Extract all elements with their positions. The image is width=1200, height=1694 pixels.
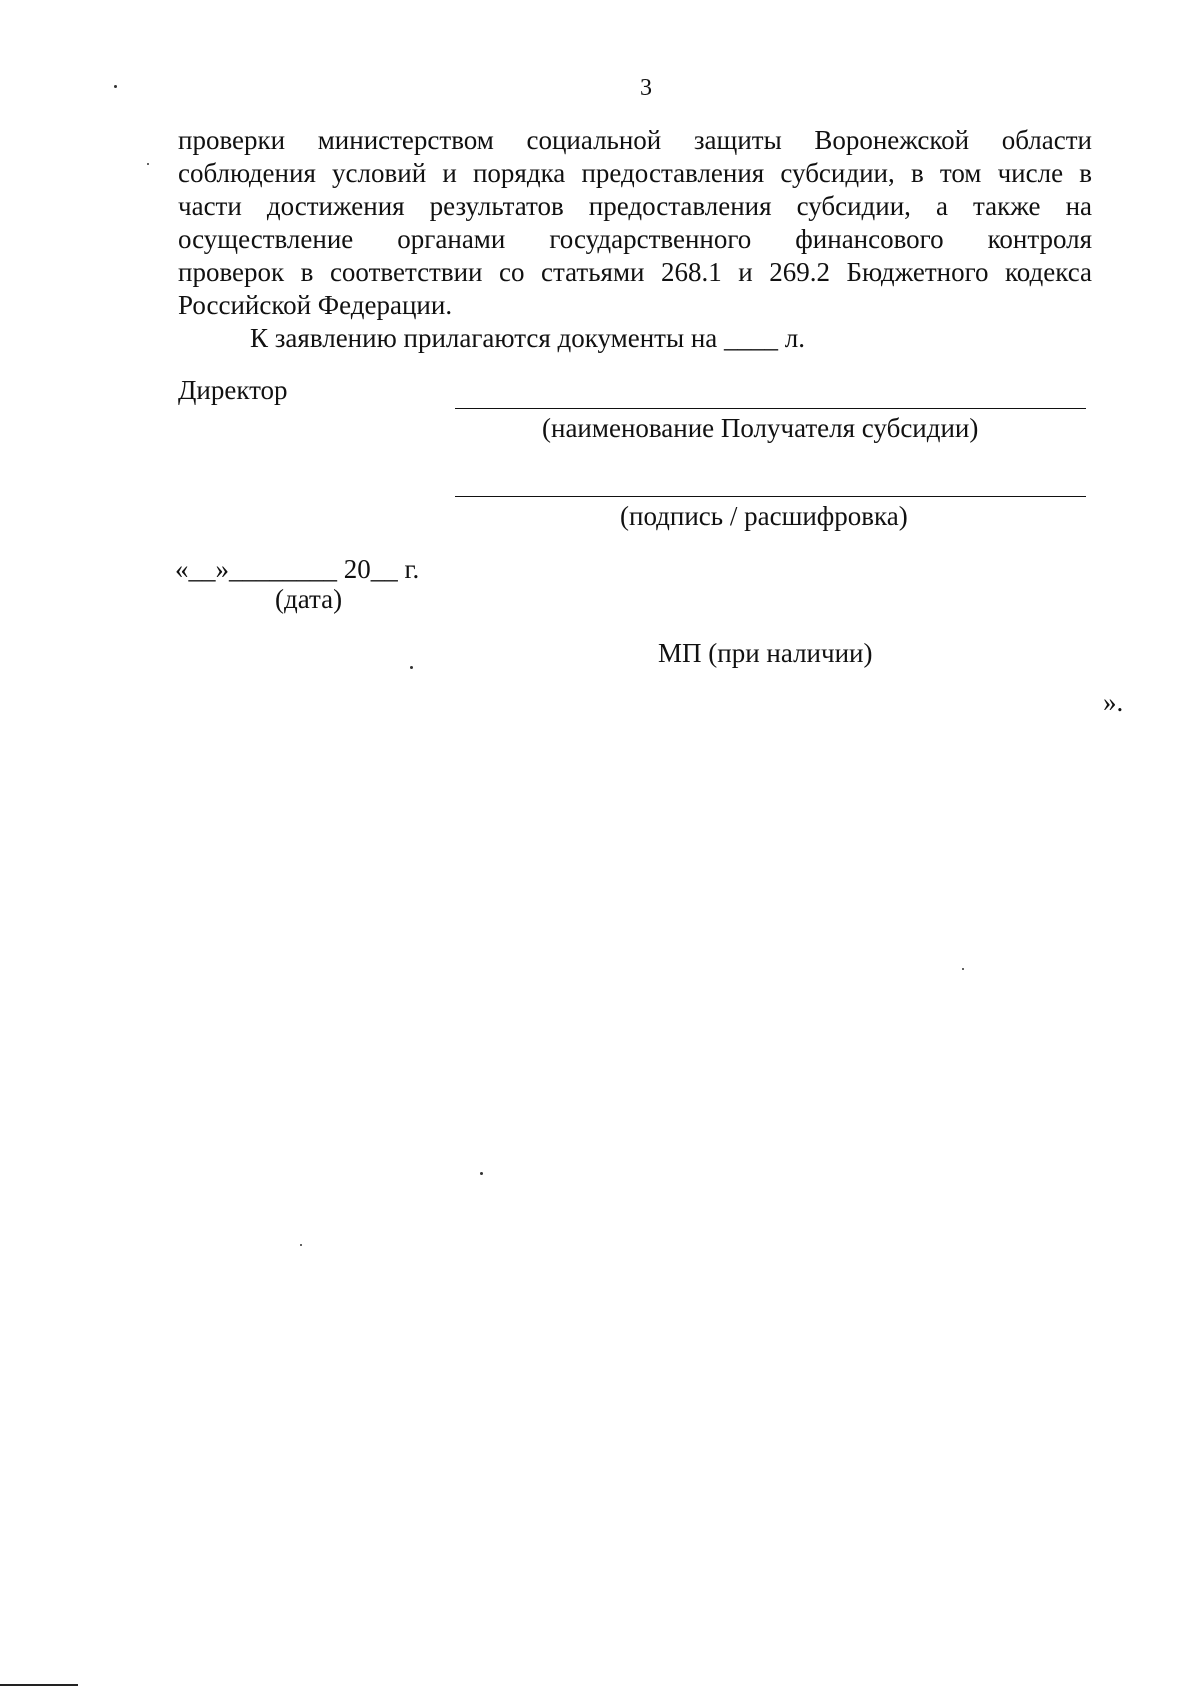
body-paragraph — [178, 124, 1092, 322]
paragraph-line: осуществление органами государственного финансового контроля — [178, 224, 1092, 254]
paragraph-line: Российской Федерации. — [178, 290, 453, 320]
scan-speck — [962, 968, 964, 970]
paragraph-line: проверок в соответствии со статьями 268.1 и 269.2 Бюджетного кодекса — [178, 257, 1092, 287]
paragraph-line: соблюдения условий и порядка предоставления субсидии, в том числе в — [178, 158, 1092, 188]
closing-quote: ». — [1103, 687, 1124, 717]
stamp-placeholder: МП (при наличии) — [658, 638, 873, 668]
date-field: «__»________ 20__ г. — [175, 554, 420, 584]
footer-rule — [0, 1684, 78, 1686]
scan-speck — [300, 1244, 302, 1246]
paragraph-line: части достижения результатов предоставления субсидии, а также на — [178, 191, 1092, 221]
signature-line — [455, 496, 1086, 497]
recipient-name-caption: (наименование Получателя субсидии) — [542, 413, 979, 443]
director-label: Директор — [178, 375, 288, 405]
page-number: 3 — [640, 75, 652, 101]
scan-speck — [480, 1172, 483, 1175]
scan-speck — [410, 666, 413, 669]
recipient-name-line — [455, 408, 1086, 409]
paragraph-line: проверки министерством социальной защиты Воронежской области — [178, 125, 1092, 155]
signature-caption: (подпись / расшифровка) — [620, 501, 908, 531]
date-caption: (дата) — [275, 584, 343, 614]
scan-speck — [147, 163, 149, 165]
scan-speck — [114, 85, 117, 88]
attachments-statement: К заявлению прилагаются документы на ____ л. — [250, 323, 805, 353]
